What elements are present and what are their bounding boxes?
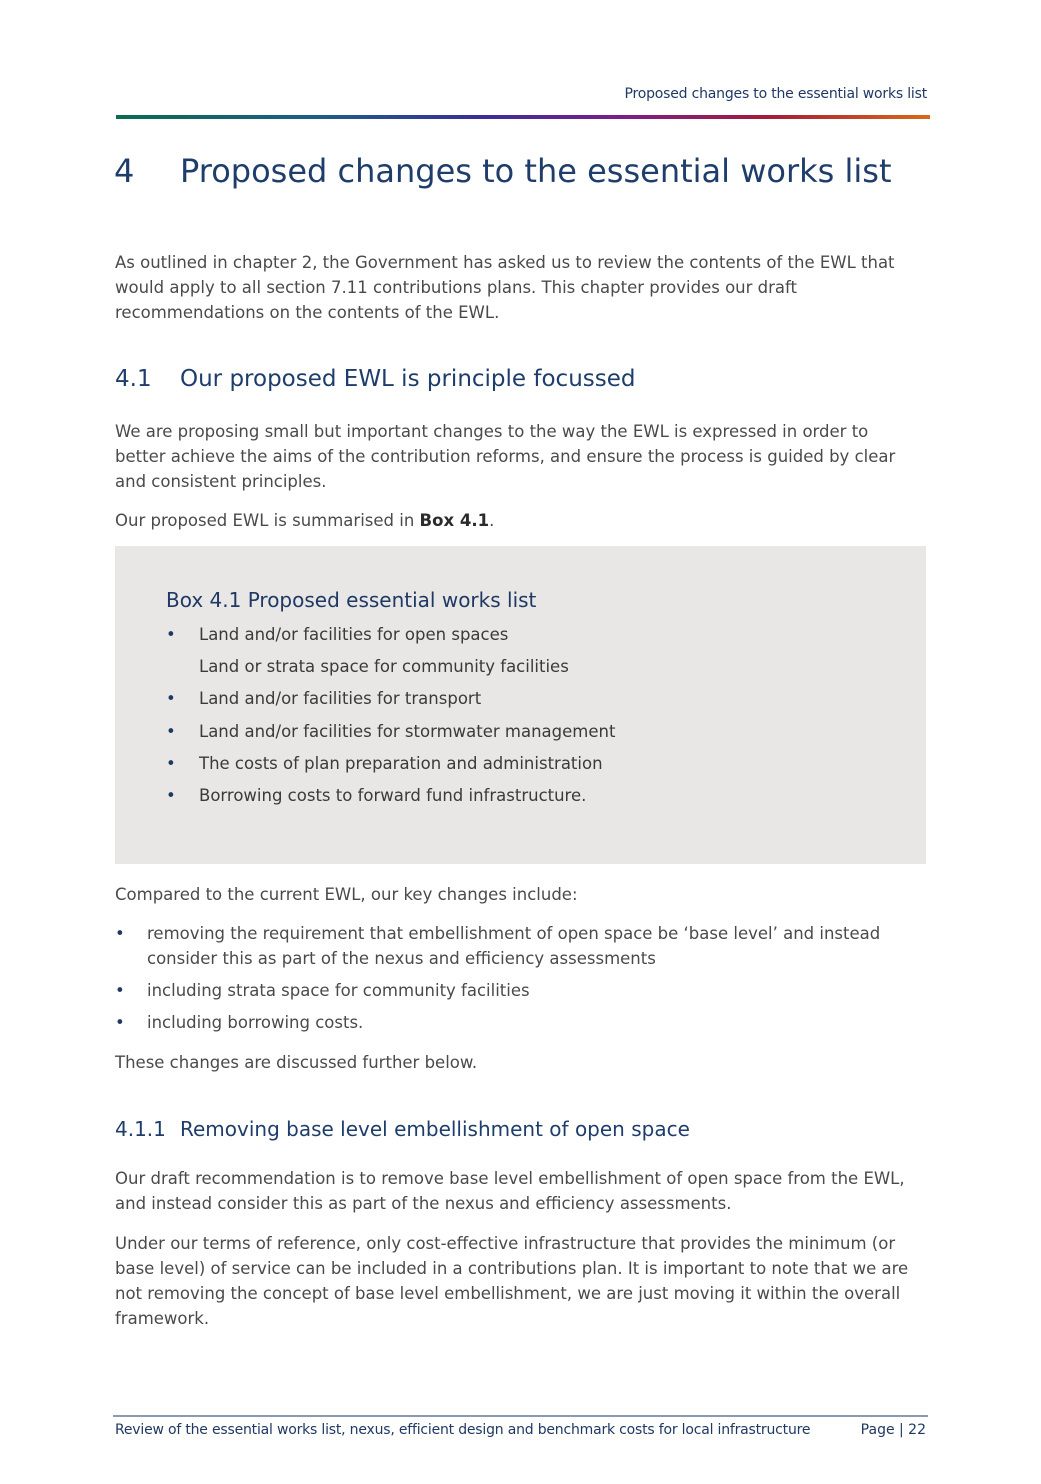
box-list-item bbox=[166, 783, 615, 815]
list-item bbox=[115, 921, 915, 971]
bullet-icon: • bbox=[115, 924, 125, 943]
section-4-1-heading bbox=[115, 366, 636, 392]
box-list bbox=[166, 622, 615, 815]
chapter-number: 4 bbox=[114, 152, 135, 190]
box-4-1 bbox=[115, 546, 926, 864]
list-item-text: including strata space for community facilities bbox=[147, 981, 530, 1000]
comparison-closing: These changes are discussed further below. bbox=[115, 1053, 478, 1072]
box-item-text: Land and/or facilities for transport bbox=[199, 689, 482, 709]
box-list-item bbox=[166, 751, 615, 783]
bullet-icon: • bbox=[166, 689, 176, 709]
list-item bbox=[115, 1010, 915, 1035]
chapter-title: Proposed changes to the essential works list bbox=[180, 152, 892, 190]
footer-page-number: Page | 22 bbox=[860, 1422, 926, 1438]
box-reference-prefix: Our proposed EWL is summarised in bbox=[115, 511, 420, 530]
bullet-icon: • bbox=[166, 753, 176, 773]
list-item bbox=[115, 978, 915, 1003]
section-4-1-paragraph: We are proposing small but important changes to the way the EWL is expressed in order to better achieve the aims of the contribution reforms, and ensure the process is guided by clear and consistent principles. bbox=[115, 422, 896, 491]
section-title: Removing base level embellishment of open space bbox=[180, 1117, 690, 1141]
box-item-text: Land or strata space for community facilities bbox=[199, 657, 569, 677]
box-list-item bbox=[166, 622, 615, 654]
box-item-text: Land and/or facilities for stormwater management bbox=[199, 721, 616, 741]
comparison-lead: Compared to the current EWL, our key changes include: bbox=[115, 885, 578, 904]
bullet-icon: • bbox=[166, 785, 176, 805]
bullet-icon: • bbox=[115, 981, 125, 1000]
section-title: Our proposed EWL is principle focussed bbox=[180, 366, 636, 392]
section-4-1-1-heading bbox=[115, 1117, 690, 1141]
list-item-text: removing the requirement that embellishment of open space be ‘base level’ and instead consider this as part of the nexus and efficiency assessments bbox=[147, 924, 881, 968]
box-reference-paragraph bbox=[115, 508, 915, 533]
box-item-text: Borrowing costs to forward fund infrastructure. bbox=[199, 785, 587, 805]
header-gradient-rule bbox=[116, 115, 930, 119]
section-number: 4.1.1 bbox=[115, 1117, 166, 1141]
box-list-item bbox=[166, 686, 615, 718]
box-item-text: The costs of plan preparation and administration bbox=[199, 753, 603, 773]
bullet-icon: • bbox=[115, 1013, 125, 1032]
box-list-item bbox=[166, 654, 615, 686]
box-item-text: Land and/or facilities for open spaces bbox=[199, 625, 509, 644]
box-list-item bbox=[166, 719, 615, 751]
chapter-heading bbox=[114, 152, 891, 190]
footer-rule bbox=[113, 1415, 928, 1417]
running-header: Proposed changes to the essential works list bbox=[624, 86, 927, 102]
box-title: Box 4.1 Proposed essential works list bbox=[166, 588, 537, 612]
bullet-icon: • bbox=[166, 721, 176, 741]
section-4-1-1-paragraph-2: Under our terms of reference, only cost-effective infrastructure that provides the minimum (or base level) of service can be included in a contributions plan. It is important to note that we are not removing the concept of base level embellishment, we are just moving it within the overall framework. bbox=[115, 1234, 909, 1328]
key-changes-list bbox=[115, 921, 915, 1042]
footer-document-title: Review of the essential works list, nexus, efficient design and benchmark costs for local infrastructure bbox=[115, 1422, 811, 1438]
box-reference-link: Box 4.1 bbox=[419, 511, 490, 530]
box-reference-suffix: . bbox=[489, 511, 495, 530]
intro-paragraph: As outlined in chapter 2, the Government has asked us to review the contents of the EWL that would apply to all section 7.11 contributions plans. This chapter provides our draft recommendations on the contents of the EWL. bbox=[115, 253, 895, 322]
section-4-1-1-paragraph-1: Our draft recommendation is to remove base level embellishment of open space from the EWL, and instead consider this as part of the nexus and efficiency assessments. bbox=[115, 1169, 905, 1213]
list-item-text: including borrowing costs. bbox=[147, 1013, 364, 1032]
section-number: 4.1 bbox=[115, 366, 152, 392]
bullet-icon: • bbox=[166, 625, 176, 644]
